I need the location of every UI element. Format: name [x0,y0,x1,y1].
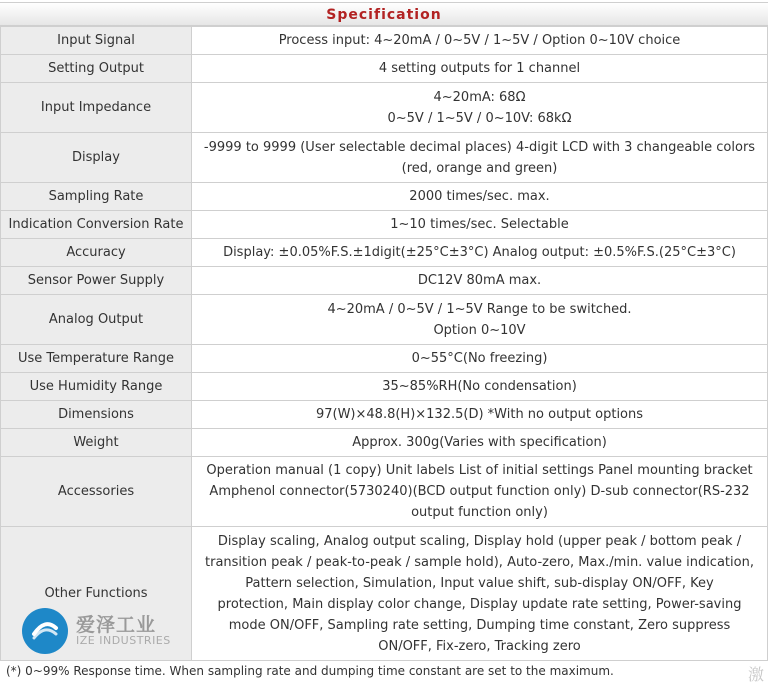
spec-label: Accessories [1,457,192,527]
spec-label: Input Impedance [1,83,192,133]
spec-row [1,183,768,211]
spec-value-line: Pattern selection, Simulation, Input value shift, sub-display ON/OFF, Key [245,575,714,591]
spec-value-line: Operation manual (1 copy) Unit labels List of initial settings Panel mounting bracket [206,463,753,478]
spec-value-line: -9999 to 9999 (User selectable decimal places) 4-digit LCD with 3 changeable colors [203,139,756,155]
spec-value-line: Amphenol connector(5730240)(BCD output function only) D-sub connector(RS-232 [209,484,750,499]
spec-value-line: ON/OFF, Fix-zero, Tracking zero [378,638,581,654]
spec-label: Dimensions [1,401,192,429]
spec-label: Indication Conversion Rate [1,211,192,239]
spec-row [1,345,768,373]
spec-label: Other Functions [1,527,192,661]
logo-icon [22,608,68,654]
spec-value [192,457,768,527]
spec-value [192,133,768,183]
spec-value [192,267,768,295]
spec-value-line: Display: ±0.05%F.S.±1digit(±25°C±3°C) Analog output: ±0.5%F.S.(25°C±3°C) [223,245,736,260]
spec-value-line: DC12V 80mA max. [417,273,542,288]
spec-row [1,267,768,295]
spec-row [1,55,768,83]
spec-label: Use Temperature Range [1,345,192,373]
spec-table [0,26,768,661]
company-logo [22,608,171,654]
spec-value-line: mode ON/OFF, Sampling rate setting, Dumping time constant, Zero suppress [228,617,731,633]
spec-value-line: Approx. 300g(Varies with specification) [352,435,607,450]
spec-label: Input Signal [1,27,192,55]
spec-row [1,295,768,345]
spec-label: Display [1,133,192,183]
spec-value [192,527,768,661]
spec-value [192,429,768,457]
spec-value-line: 0~5V / 1~5V / 0~10V: 68kΩ [387,110,572,126]
spec-row [1,239,768,267]
spec-value [192,373,768,401]
spec-value-line: Display scaling, Analog output scaling, Display hold (upper peak / bottom peak / [217,533,742,549]
spec-value [192,239,768,267]
spec-label: Sensor Power Supply [1,267,192,295]
spec-value-line: Option 0~10V [433,322,526,338]
spec-value [192,55,768,83]
spec-value-line: protection, Main display color change, Display update rate setting, Power-saving [217,596,742,612]
spec-value-line: 4~20mA / 0~5V / 1~5V Range to be switched. [327,301,632,317]
spec-value-line: 0~55°C(No freezing) [411,351,548,366]
spec-row [1,133,768,183]
spec-label: Setting Output [1,55,192,83]
spec-title: Specification [326,7,442,23]
spec-value-line: 4 setting outputs for 1 channel [378,61,581,76]
spec-value [192,83,768,133]
spec-label: Analog Output [1,295,192,345]
spec-label: Sampling Rate [1,183,192,211]
spec-value-line: transition peak / peak-to-peak / sample hold), Auto-zero, Max./min. value indication, [205,554,754,570]
spec-value [192,345,768,373]
logo-chinese-text: 爱泽工业 [76,613,157,636]
spec-row [1,211,768,239]
spec-value-line: 2000 times/sec. max. [409,189,550,204]
logo-english-text: IZE INDUSTRIES [76,634,171,648]
spec-value [192,295,768,345]
spec-row [1,457,768,527]
spec-row [1,429,768,457]
spec-value-line: 4~20mA: 68Ω [433,89,526,105]
spec-value [192,183,768,211]
spec-value-line: 35~85%RH(No condensation) [382,379,577,394]
spec-header [0,2,768,26]
corner-watermark: 激 [747,665,764,684]
spec-label: Weight [1,429,192,457]
footnote: (*) 0~99% Response time. When sampling rate and dumping time constant are set to the maximum. [6,664,614,678]
spec-value-line: 1~10 times/sec. Selectable [390,217,569,232]
spec-label: Use Humidity Range [1,373,192,401]
spec-row [1,83,768,133]
spec-row [1,373,768,401]
spec-value [192,27,768,55]
spec-value-line: output function only) [411,505,548,520]
spec-value [192,211,768,239]
spec-value-line: Process input: 4~20mA / 0~5V / 1~5V / Option 0~10V choice [278,33,681,48]
spec-row [1,401,768,429]
spec-label: Accuracy [1,239,192,267]
spec-value-line: (red, orange and green) [401,160,558,176]
spec-value [192,401,768,429]
spec-row [1,27,768,55]
spec-value-line: 97(W)×48.8(H)×132.5(D) *With no output options [315,407,644,422]
